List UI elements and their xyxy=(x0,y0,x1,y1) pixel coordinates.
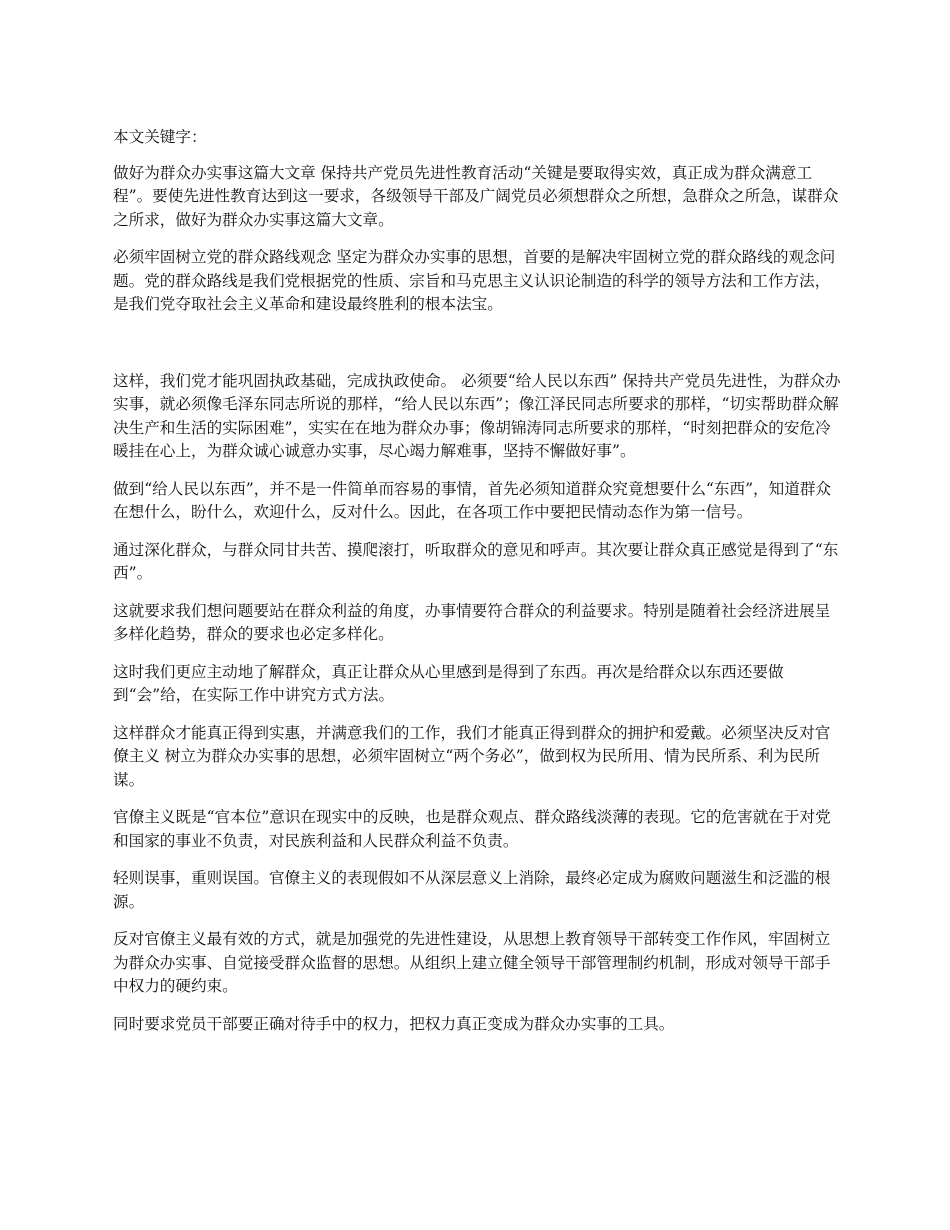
paragraph-gap xyxy=(113,331,841,370)
paragraph-7: 这时我们更应主动地了解群众，真正让群众从心里感到是得到了东西。再次是给群众以东西还要做到“会”给，在实际工作中讲究方式方法。 xyxy=(113,662,784,704)
keywords-label: 本文关键字： xyxy=(113,128,207,146)
paragraph-4: 做到“给人民以东西”，并不是一件简单而容易的事情，首先必须知道群众究竟想要什么“东西”，知道群众在想什么，盼什么，欢迎什么，反对什么。因此，在各项工作中要把民情动态作为第一信号。 xyxy=(113,479,832,521)
paragraph-5: 通过深化群众，与群众同甘共苦、摸爬滚打，听取群众的意见和呼声。其次要让群众真正感觉是得到了“东西”。 xyxy=(113,540,839,582)
paragraph-3: 这样，我们党才能巩固执政基础，完成执政使命。 必须要“给人民以东西” 保持共产党员先进性，为群众办实事，就必须像毛泽东同志所说的那样，“给人民以东西”；像江泽民同志所要求的那样，“切实帮助群众解决生产和生活的实际困难”，实实在在地为群众办事；像胡锦涛同志所要求的那样，“时刻把群众的安危冷暖挂在心上，为群众诚心诚意办实事，尽心竭力解难事，坚持不懈做好事”。 xyxy=(113,371,841,460)
paragraph-10: 轻则误事，重则误国。官僚主义的表现假如不从深层意义上消除，最终必定成为腐败问题滋生和泛滥的根源。 xyxy=(113,869,831,911)
paragraph-1: 做好为群众办实事这篇大文章 保持共产党员先进性教育活动“关键是要取得实效，真正成为群众满意工程”。要使先进性教育达到这一要求，各级领导干部及广阔党员必须想群众之所想，急群众之所急，谋群众之所求，做好为群众办实事这篇大文章。 xyxy=(113,163,839,229)
paragraph-8: 这样群众才能真正得到实惠，并满意我们的工作，我们才能真正得到群众的拥护和爱戴。必须坚决反对官僚主义 树立为群众办实事的思想，必须牢固树立“两个务必”，做到权为民所用、情为民所系、利为民所谋。 xyxy=(113,723,831,789)
paragraph-11: 反对官僚主义最有效的方式，就是加强党的先进性建设，从思想上教育领导干部转变工作作风，牢固树立为群众办实事、自觉接受群众监督的思想。从组织上建立健全领导干部管理制约机制，形成对领导干部手中权力的硬约束。 xyxy=(113,930,831,995)
paragraph-2: 必须牢固树立党的群众路线观念 坚定为群众办实事的思想，首要的是解决牢固树立党的群众路线的观念问题。党的群众路线是我们党根据党的性质、宗旨和马克思主义认识论制造的科学的领导方法和工作方法，是我们党夺取社会主义革命和建设最终胜利的根本法宝。 xyxy=(113,248,836,313)
paragraph-6: 这就要求我们想问题要站在群众利益的角度，办事情要符合群众的利益要求。特别是随着社会经济进展呈多样化趋势，群众的要求也必定多样化。 xyxy=(113,601,831,643)
document-body xyxy=(113,126,841,1050)
paragraph-12: 同时要求党员干部要正确对待手中的权力，把权力真正变成为群众办实事的工具。 xyxy=(113,1014,675,1033)
paragraph-9: 官僚主义既是“官本位”意识在现实中的反映，也是群众观点、群众路线淡薄的表现。它的危害就在于对党和国家的事业不负责，对民族利益和人民群众利益不负责。 xyxy=(113,808,831,850)
